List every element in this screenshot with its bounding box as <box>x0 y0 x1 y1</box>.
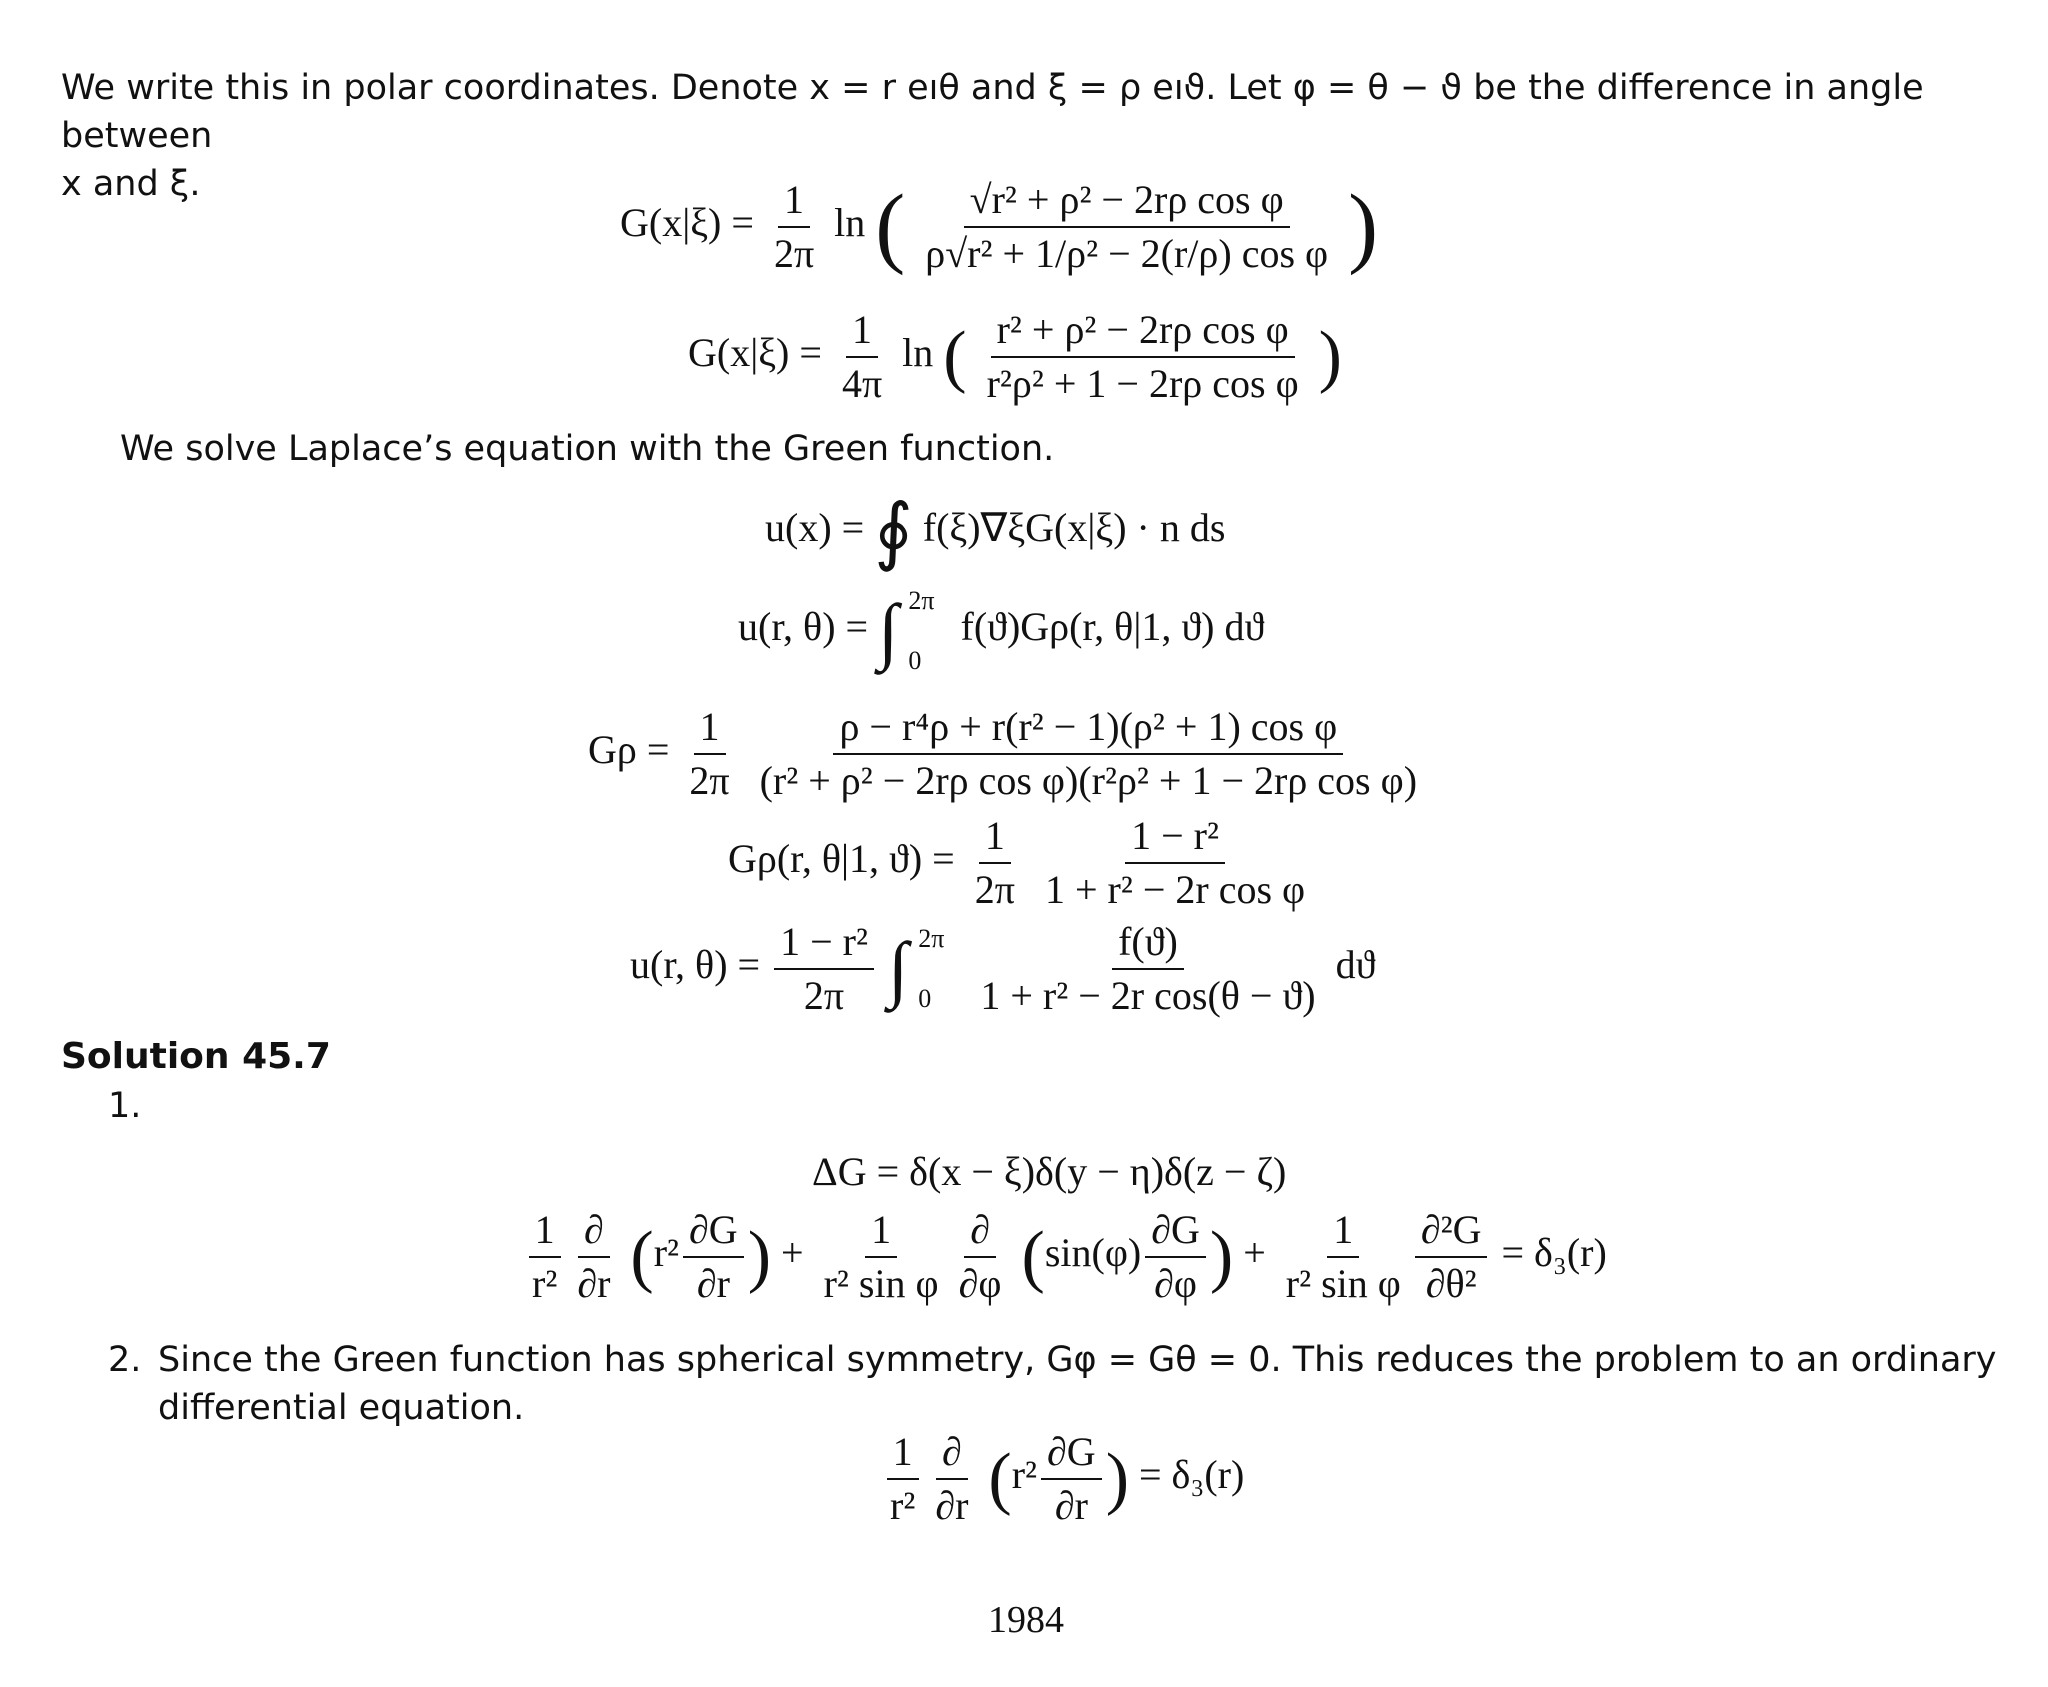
poisson-integral-equation <box>630 920 1375 1018</box>
fraction: $\frac{\partial}{\partial r}$ <box>935 1429 969 1528</box>
fraction: $\frac{\text{√r² + ρ² − 2rρ cos φ}}{\text{ρ√r² + 1/ρ² − 2(r/ρ) cos φ}}$ <box>925 177 1329 276</box>
plus-sign: + <box>781 1230 804 1276</box>
intro-line-1: We write this in polar coordinates. Denote x = r eıθ and ξ = ρ eıϑ. Let φ = θ − ϑ be the difference in angle between <box>61 68 1924 156</box>
eq-rhs: f(ϑ)Gρ(r, θ|1, ϑ) dϑ <box>960 604 1265 650</box>
item-2-label: 2. <box>108 1340 142 1380</box>
plus-sign: + <box>1243 1230 1266 1276</box>
right-paren: ) <box>1209 1218 1234 1295</box>
right-paren: ) <box>747 1218 771 1295</box>
delta-g-equation: ΔG = δ(x − ξ)δ(y − η)δ(z − ζ) <box>812 1149 1287 1194</box>
fraction: $\frac{\partial G}{\partial r}$ <box>1041 1430 1102 1528</box>
fraction: $\frac{1}{2\pi}$ <box>974 813 1015 912</box>
left-paren: ( <box>1021 1218 1045 1295</box>
left-paren: ( <box>875 177 906 276</box>
contour-integral-sign: ∮ <box>874 491 913 573</box>
eq-lhs: u(r, θ) = <box>738 604 869 650</box>
right-paren: ) <box>1318 318 1342 395</box>
fraction: $\frac{1}{2\pi}$ <box>773 177 815 276</box>
fraction: $\frac{1}{4\pi}$ <box>841 307 883 406</box>
u-x-equation <box>765 491 1226 573</box>
eq-rhs: = δ₃(r) <box>1501 1230 1607 1276</box>
fraction: $\frac{1}{\text{r² sin φ}}$ <box>1285 1207 1401 1306</box>
left-paren: ( <box>630 1218 654 1295</box>
page-number: 1984 <box>988 1599 1064 1641</box>
fraction: $\frac{\partial}{\partial r}$ <box>577 1207 611 1306</box>
eq-rhs: = δ₃(r) <box>1139 1452 1245 1498</box>
left-paren: ( <box>943 318 967 395</box>
eq-lhs: u(r, θ) = <box>630 942 761 988</box>
differential: dϑ <box>1335 942 1376 988</box>
integral-sign: ∫ <box>887 928 909 1010</box>
fraction: $\frac{\text{ρ − r⁴ρ + r(r² − 1)(ρ² + 1) cos φ}}{\text{(r² + ρ² − 2rρ cos φ)(r²ρ² + 1 − 2rρ cos φ)}}$ <box>759 704 1418 803</box>
fraction: $\frac{f(ϑ)}{\text{1 + r² − 2r cos(θ − ϑ)}}$ <box>980 919 1316 1018</box>
item-2-line-1: Since the Green function has spherical symmetry, Gφ = Gθ = 0. This reduces the problem to an ordinary <box>158 1340 1997 1380</box>
g-rho-boundary-equation <box>728 814 1315 912</box>
fraction: $\frac{1}{\text{r²}}$ <box>884 1430 921 1528</box>
eq-lhs: Gρ = <box>588 727 670 773</box>
solution-heading: Solution 45.7 <box>61 1036 331 1077</box>
right-paren: ) <box>1105 1440 1129 1517</box>
spherical-laplacian-equation: $\frac{1}{\text{r²}}$ $\frac{\partial}{\partial r}$ (r² $\frac{\partial G}{\partial r}$ ) + $\frac{1}{\text{r² sin φ}}$ $\frac{\partial}{\partial\varphi}$ (sin(φ) $\frac{\partial G}{\partial\varphi}$ ) + $\frac{1}{\text{r² sin φ}}$ $\frac{\text{∂²G}}{\text{∂θ²}}$ = δ₃(r) <box>522 1208 1607 1306</box>
fraction: $\frac{\partial}{\partial\varphi}$ <box>958 1207 1002 1306</box>
eq-lhs: G(x|ξ) = <box>688 330 822 376</box>
eq-rhs: f(ξ)∇ξG(x|ξ) · n ds <box>922 505 1226 551</box>
intro-line-2: x and ξ. <box>61 164 201 204</box>
laplace-text: We solve Laplace’s equation with the Green function. <box>120 429 1055 469</box>
radial-ode-equation: $\frac{1}{\text{r²}}$ $\frac{\partial}{\partial r}$ (r² $\frac{\partial G}{\partial r}$ ) = δ₃(r) <box>880 1430 1244 1528</box>
eq-lhs: G(x|ξ) = <box>620 200 754 246</box>
green-function-eq-2 <box>688 308 1342 406</box>
right-paren: ) <box>1348 177 1379 276</box>
integral-sign: ∫ <box>878 590 899 672</box>
item-1-label: 1. <box>108 1086 142 1126</box>
fraction: $\frac{\partial G}{\partial r}$ <box>683 1208 744 1306</box>
ln-operator: ln <box>902 330 934 376</box>
fraction: $\frac{\text{∂²G}}{\text{∂θ²}}$ <box>1415 1208 1488 1306</box>
item-2-text <box>158 1336 1998 1432</box>
fraction: $\frac{1}{\text{r²}}$ <box>526 1208 563 1306</box>
fraction: $\frac{\text{r² + ρ² − 2rρ cos φ}}{\text{r²ρ² + 1 − 2rρ cos φ}}$ <box>986 307 1299 406</box>
fraction: $\frac{1}{\text{r² sin φ}}$ <box>823 1207 939 1306</box>
eq-lhs: u(x) = <box>765 505 865 551</box>
integral-limits: 2π 0 <box>918 924 945 1013</box>
integral-limits: 2π 0 <box>908 586 935 675</box>
item-2-line-2: differential equation. <box>158 1388 525 1428</box>
fraction: $\frac{\partial G}{\partial\varphi}$ <box>1145 1208 1206 1306</box>
fraction: $\frac{\text{1 − r²}}{2\pi}$ <box>774 920 874 1018</box>
left-paren: ( <box>988 1440 1012 1517</box>
u-r-theta-integral <box>738 588 1264 674</box>
fraction: $\frac{1}{2\pi}$ <box>689 704 730 803</box>
ln-operator: ln <box>834 200 866 246</box>
fraction: $\frac{\text{1 − r²}}{\text{1 + r² − 2r cos φ}}$ <box>1044 813 1306 912</box>
eq-lhs: Gρ(r, θ|1, ϑ) = <box>728 836 955 882</box>
green-function-eq-1 <box>620 178 1378 276</box>
g-rho-equation <box>588 705 1427 803</box>
